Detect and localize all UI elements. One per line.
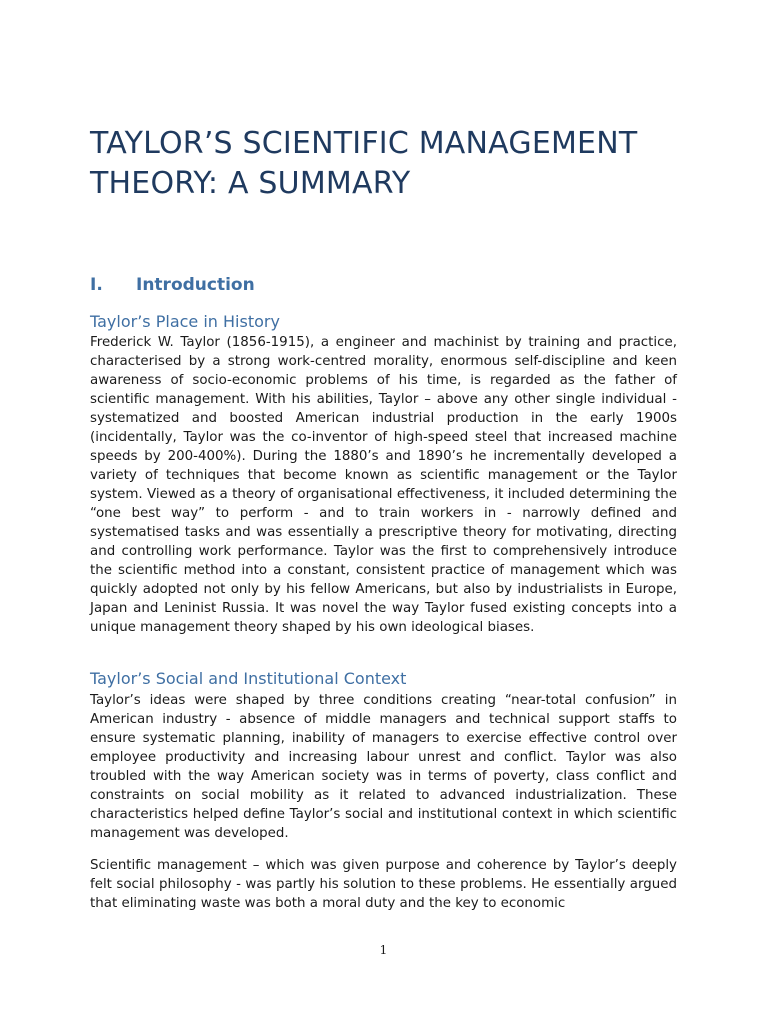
document-page xyxy=(90,0,677,1024)
paragraph-place-in-history: Frederick W. Taylor (1856-1915), a engineer and machinist by training and practice, characterised by a strong work-centred morality, enormous self-discipline and keen awareness of socio-economic problems of his time, is regarded as the father of scientific management. With his abilities, Taylor – above any other single individual - systematized and boosted American industrial production in the early 1900s (incidentally, Taylor was the co-inventor of high-speed steel that increased machine speeds by 200-400%). During the 1880’s and 1890’s he incrementally developed a variety of techniques that become known as scientific management or the Taylor system. Viewed as a theory of organisational effectiveness, it included determining the “one best way” to perform - and to train workers in - narrowly defined and systematised tasks and was essentially a prescriptive theory for motivating, directing and controlling work performance. Taylor was the first to comprehensively introduce the scientific method into a constant, consistent practice of management which was quickly adopted not only by his fellow Americans, but also by industrialists in Europe, Japan and Leninist Russia. It was novel the way Taylor fused existing concepts into a unique management theory shaped by his own ideological biases. xyxy=(90,335,677,635)
paragraph-scientific-management: Scientific management – which was given purpose and coherence by Taylor’s deeply felt social philosophy - was partly his solution to these problems. He essentially argued that eliminating waste was both a moral duty and the key to economic xyxy=(90,858,677,911)
subheading-social-context: Taylor’s Social and Institutional Context xyxy=(90,669,407,688)
paragraph-social-context: Taylor’s ideas were shaped by three conditions creating “near-total confusion” in American industry - absence of middle managers and technical support staffs to ensure systematic planning, inability of managers to exercise effective control over employee productivity and increasing labour unrest and conflict. Taylor was also troubled with the way American society was in terms of poverty, class conflict and constraints on social mobility as it related to advanced industrialization. These characteristics helped define Taylor’s social and institutional context in which scientific management was developed. xyxy=(90,693,677,841)
page-number: 1 xyxy=(379,943,388,957)
section-number: I. xyxy=(90,275,103,295)
document-title: TAYLOR’S SCIENTIFIC MANAGEMENT THEORY: A SUMMARY xyxy=(90,126,638,201)
section-title: Introduction xyxy=(136,275,255,295)
subheading-place-in-history: Taylor’s Place in History xyxy=(90,312,280,331)
section-heading-introduction xyxy=(90,274,255,296)
